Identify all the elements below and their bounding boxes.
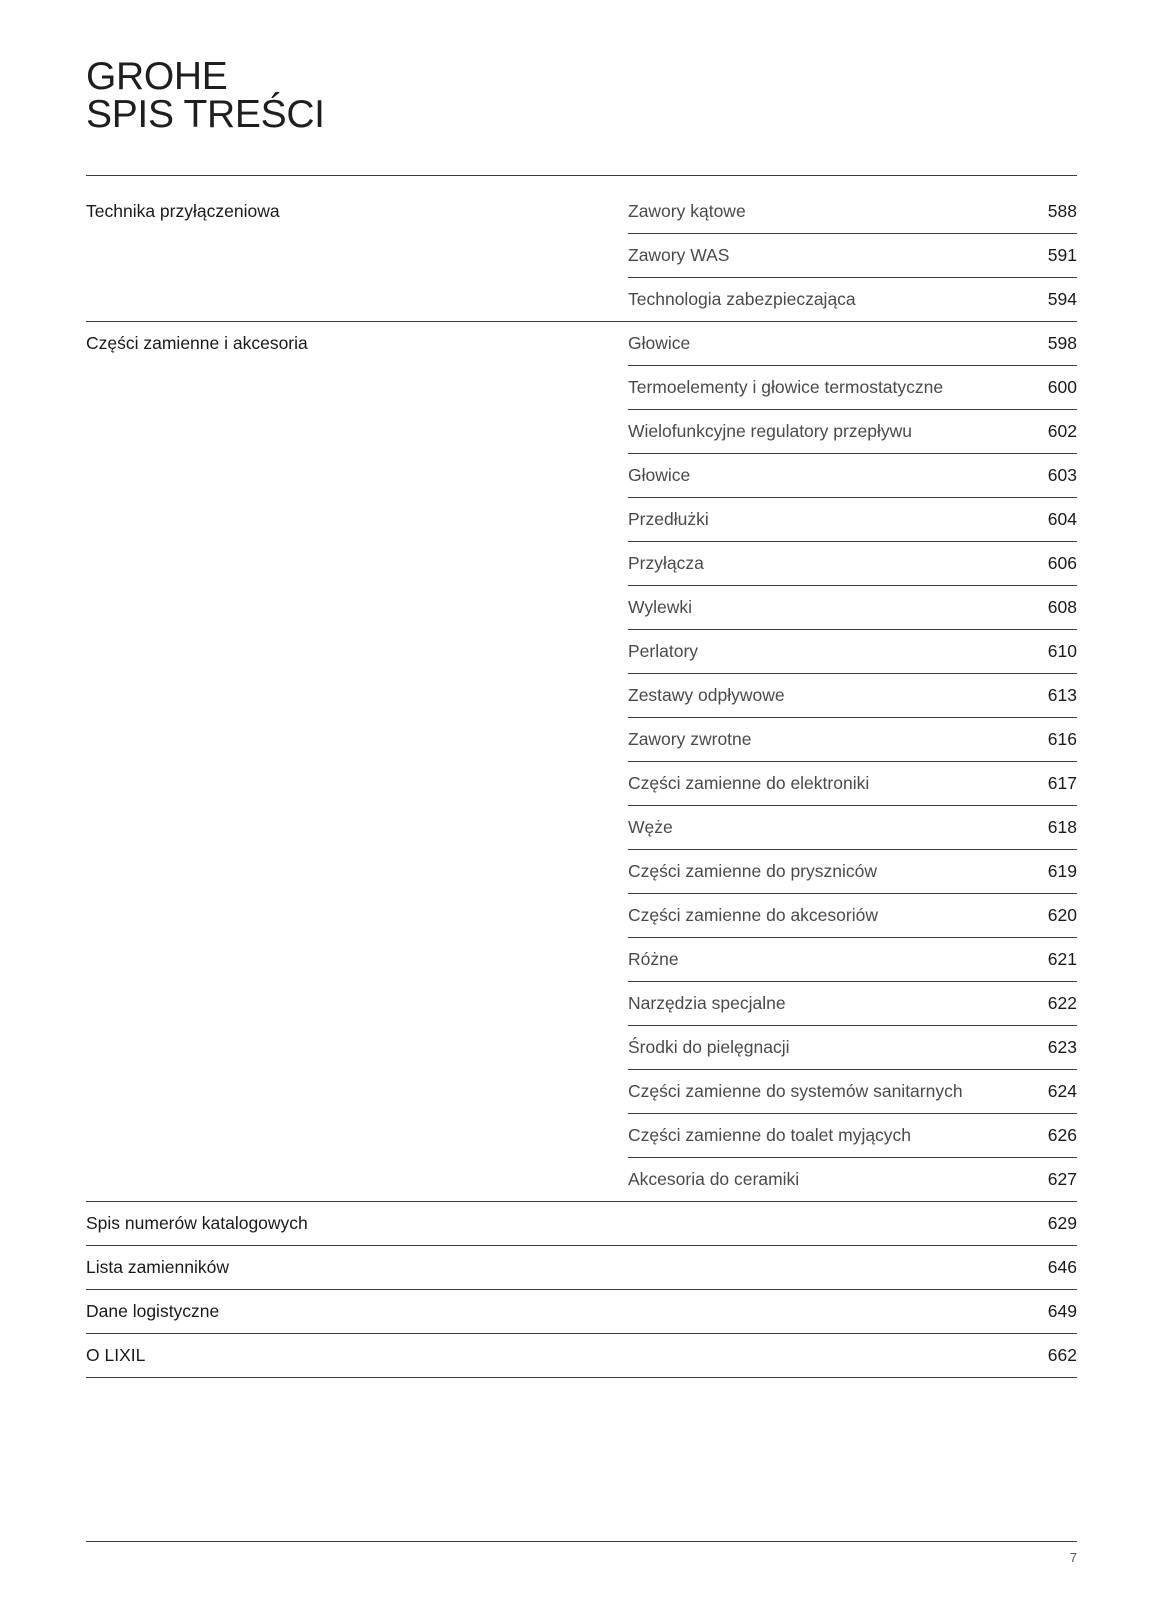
entry-label: Części zamienne do toalet myjących [628, 1125, 912, 1145]
toc-entry[interactable] [628, 718, 1077, 762]
entry-page: 616 [1047, 729, 1077, 749]
row-page: 629 [1047, 1213, 1077, 1233]
toc-entry[interactable] [628, 190, 1077, 234]
toc-row[interactable] [86, 1334, 1077, 1378]
toc-entry[interactable] [628, 982, 1077, 1026]
entry-page: 600 [1047, 377, 1077, 397]
toc-entry[interactable] [628, 586, 1077, 630]
entry-label: Przedłużki [628, 509, 709, 529]
entry-page: 594 [1047, 289, 1077, 309]
entry-page: 610 [1047, 641, 1077, 661]
toc-entry[interactable] [628, 278, 1077, 321]
entry-label: Części zamienne do akcesoriów [628, 905, 878, 925]
toc-entry[interactable] [628, 322, 1077, 366]
row-page: 649 [1047, 1301, 1077, 1321]
toc-entry[interactable] [628, 1026, 1077, 1070]
entry-page: 624 [1047, 1081, 1077, 1101]
entry-page: 626 [1047, 1125, 1077, 1145]
entry-label: Zawory zwrotne [628, 729, 752, 749]
toc-entry[interactable] [628, 542, 1077, 586]
footer-divider [86, 1541, 1077, 1542]
entry-page: 604 [1047, 509, 1077, 529]
toc-row[interactable] [86, 1202, 1077, 1246]
toc-entry[interactable] [628, 850, 1077, 894]
section-title[interactable]: Części zamienne i akcesoria [86, 333, 308, 353]
entry-label: Głowice [628, 465, 691, 485]
entry-label: Głowice [628, 333, 691, 353]
entry-label: Narzędzia specjalne [628, 993, 786, 1013]
toc-heading: SPIS TREŚCI [86, 93, 325, 136]
entry-page: 608 [1047, 597, 1077, 617]
toc-row[interactable] [86, 1290, 1077, 1334]
row-page: 646 [1047, 1257, 1077, 1277]
entry-label: Różne [628, 949, 679, 969]
brand-heading: GROHE [86, 55, 228, 98]
toc-entry[interactable] [628, 1114, 1077, 1158]
toc-entry[interactable] [628, 1070, 1077, 1114]
entry-label: Zawory WAS [628, 245, 730, 265]
toc-entry[interactable] [628, 762, 1077, 806]
toc-entry[interactable] [628, 366, 1077, 410]
row-label: Spis numerów katalogowych [86, 1213, 308, 1233]
toc-section [86, 190, 1077, 322]
row-label: O LIXIL [86, 1345, 146, 1365]
page-number: 7 [1069, 1550, 1077, 1565]
entry-page: 606 [1047, 553, 1077, 573]
entry-label: Zawory kątowe [628, 201, 746, 221]
entry-page: 627 [1047, 1169, 1077, 1189]
toc-entry[interactable] [628, 674, 1077, 718]
toc-entry[interactable] [628, 938, 1077, 982]
section-entries [628, 322, 1077, 1201]
toc-entry[interactable] [628, 806, 1077, 850]
entry-label: Przyłącza [628, 553, 704, 573]
entry-page: 603 [1047, 465, 1077, 485]
entry-page: 622 [1047, 993, 1077, 1013]
row-page: 662 [1047, 1345, 1077, 1365]
entry-page: 602 [1047, 421, 1077, 441]
entry-label: Węże [628, 817, 673, 837]
entry-page: 588 [1047, 201, 1077, 221]
toc-row[interactable] [86, 1246, 1077, 1290]
entry-page: 613 [1047, 685, 1077, 705]
entry-label: Części zamienne do systemów sanitarnych [628, 1081, 963, 1101]
entry-page: 598 [1047, 333, 1077, 353]
entry-label: Środki do pielęgnacji [628, 1037, 790, 1057]
toc-entry[interactable] [628, 894, 1077, 938]
entry-page: 620 [1047, 905, 1077, 925]
entry-label: Części zamienne do elektroniki [628, 773, 870, 793]
page-title [86, 55, 325, 136]
top-divider [86, 175, 1077, 176]
row-label: Lista zamienników [86, 1257, 229, 1277]
entry-label: Wylewki [628, 597, 693, 617]
entry-label: Zestawy odpływowe [628, 685, 785, 705]
toc-entry[interactable] [628, 410, 1077, 454]
entry-page: 591 [1047, 245, 1077, 265]
entry-label: Technologia zabezpieczająca [628, 289, 856, 309]
entry-label: Części zamienne do pryszniców [628, 861, 877, 881]
entry-label: Perlatory [628, 641, 699, 661]
entry-label: Termoelementy i głowice termostatyczne [628, 377, 944, 397]
entry-page: 619 [1047, 861, 1077, 881]
entry-page: 618 [1047, 817, 1077, 837]
entry-label: Wielofunkcyjne regulatory przepływu [628, 421, 913, 441]
section-entries [628, 190, 1077, 321]
toc-section [86, 322, 1077, 1202]
section-title[interactable]: Technika przyłączeniowa [86, 201, 280, 221]
entry-page: 621 [1047, 949, 1077, 969]
entry-page: 617 [1047, 773, 1077, 793]
entry-page: 623 [1047, 1037, 1077, 1057]
toc-entry[interactable] [628, 454, 1077, 498]
row-label: Dane logistyczne [86, 1301, 220, 1321]
table-of-contents [86, 190, 1077, 1378]
toc-entry[interactable] [628, 1158, 1077, 1201]
toc-entry[interactable] [628, 498, 1077, 542]
entry-label: Akcesoria do ceramiki [628, 1169, 800, 1189]
toc-entry[interactable] [628, 234, 1077, 278]
toc-entry[interactable] [628, 630, 1077, 674]
